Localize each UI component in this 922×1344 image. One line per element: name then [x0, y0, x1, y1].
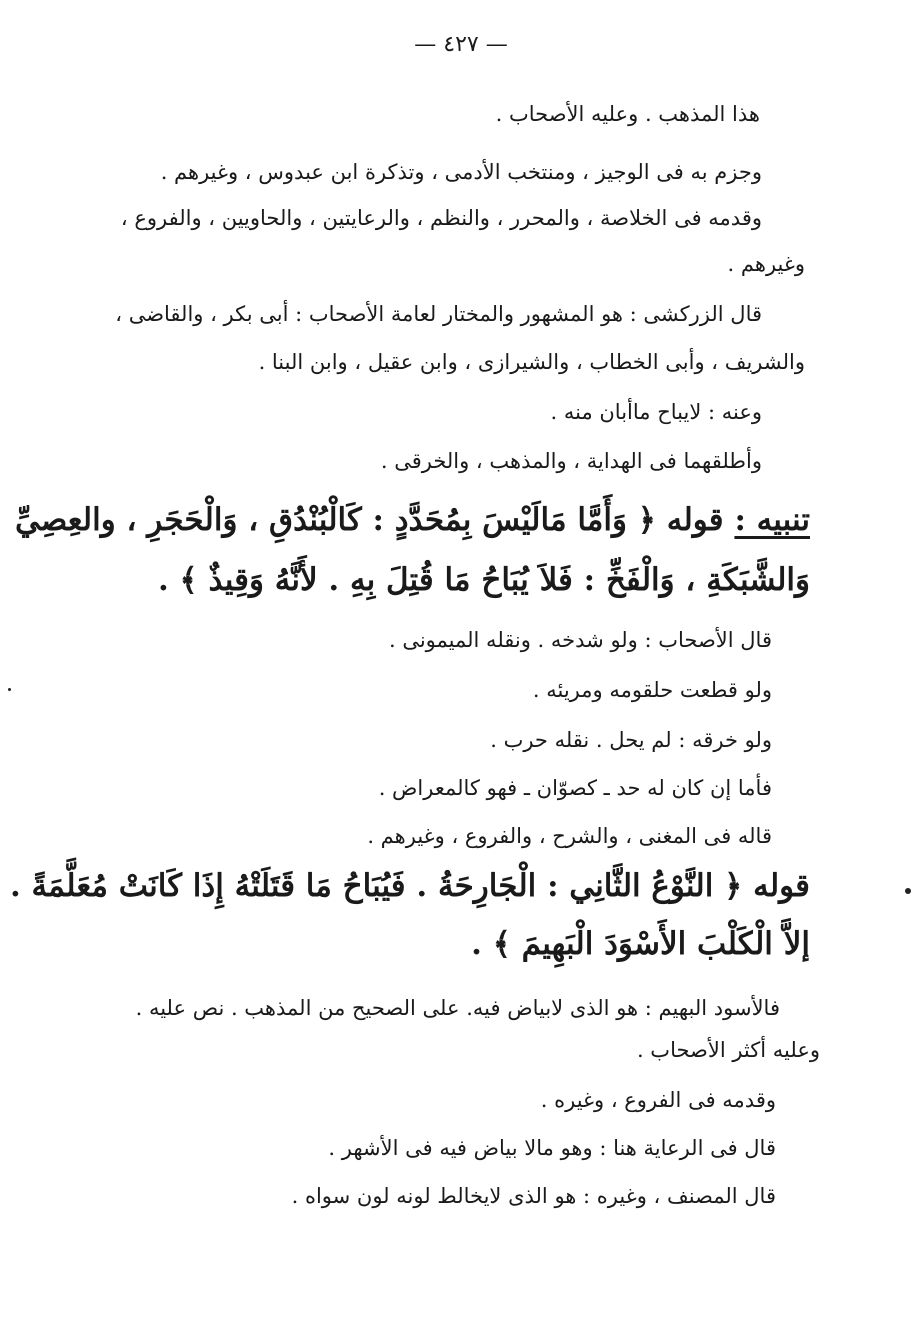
- text-line: وأطلقهما فى الهداية ، والمذهب ، والخرقى .: [380, 449, 762, 473]
- text-line: فالأسود البهيم : هو الذى لابياض فيه. على الصحيح من المذهب . نص عليه .: [135, 996, 780, 1020]
- scan-speck: [905, 888, 911, 894]
- scan-speck: [8, 688, 11, 691]
- text-line: قال المصنف ، وغيره : هو الذى لايخالط لونه لون سواه .: [291, 1184, 776, 1208]
- text-line: ولو خرقه : لم يحل . نقله حرب .: [490, 728, 772, 752]
- text-line: فأما إن كان له حد ـ كصوّان ـ فهو كالمعراض .: [378, 776, 772, 800]
- text-line: قاله فى المغنى ، والشرح ، والفروع ، وغيرهم .: [367, 824, 772, 848]
- text-line: وقدمه فى الفروع ، وغيره .: [540, 1088, 776, 1112]
- text-line: والشريف ، وأبى الخطاب ، والشيرازى ، وابن عقيل ، وابن البنا .: [258, 350, 805, 374]
- text-line: وغيرهم .: [727, 252, 805, 276]
- page-number: — ٤٢٧ —: [414, 32, 508, 57]
- quote-text: قوله ﴿ وَأَمَّا مَالَيْسَ بِمُحَدَّدٍ : كَالْبُنْدُقِ ، وَالْحَجَرِ ، والعِصِيِّ: [15, 502, 724, 538]
- tanbih-label: تنبيه :: [734, 502, 810, 538]
- text-line: وعنه : لايباح ماأبان منه .: [550, 400, 762, 424]
- text-line: قال فى الرعاية هنا : وهو مالا بياض فيه فى الأشهر .: [328, 1136, 776, 1160]
- text-line: ولو قطعت حلقومه ومريئه .: [532, 678, 772, 702]
- text-line: هذا المذهب . وعليه الأصحاب .: [495, 102, 760, 126]
- text-line: وجزم به فى الوجيز ، ومنتخب الأدمى ، وتذكرة ابن عبدوس ، وغيرهم .: [160, 160, 762, 184]
- text-line: وقدمه فى الخلاصة ، والمحرر ، والنظم ، والرعايتين ، والحاويين ، والفروع ،: [120, 206, 762, 230]
- quote-line-tanbih: [15, 500, 810, 540]
- text-line: قال الأصحاب : ولو شدخه . ونقله الميمونى .: [388, 628, 772, 652]
- quote-line: قوله ﴿ النَّوْعُ الثَّانِي : الْجَارِحَةُ . فَيُبَاحُ مَا قَتَلَتْهُ إِذَا كَانَتْ مُعَلَّمَةً .: [9, 868, 810, 904]
- quote-line: إلاَّ الْكَلْبَ الأَسْوَدَ الْبَهِيمَ ﴾ .: [471, 926, 810, 962]
- text-line: وعليه أكثر الأصحاب .: [636, 1038, 820, 1062]
- text-line: قال الزركشى : هو المشهور والمختار لعامة الأصحاب : أبى بكر ، والقاضى ،: [115, 302, 762, 326]
- quote-line: وَالشَّبَكَةِ ، وَالْفَخِّ : فَلاَ يُبَاحُ مَا قُتِلَ بِهِ . لأَنَّهُ وَقِيذٌ ﴾ .: [157, 562, 810, 598]
